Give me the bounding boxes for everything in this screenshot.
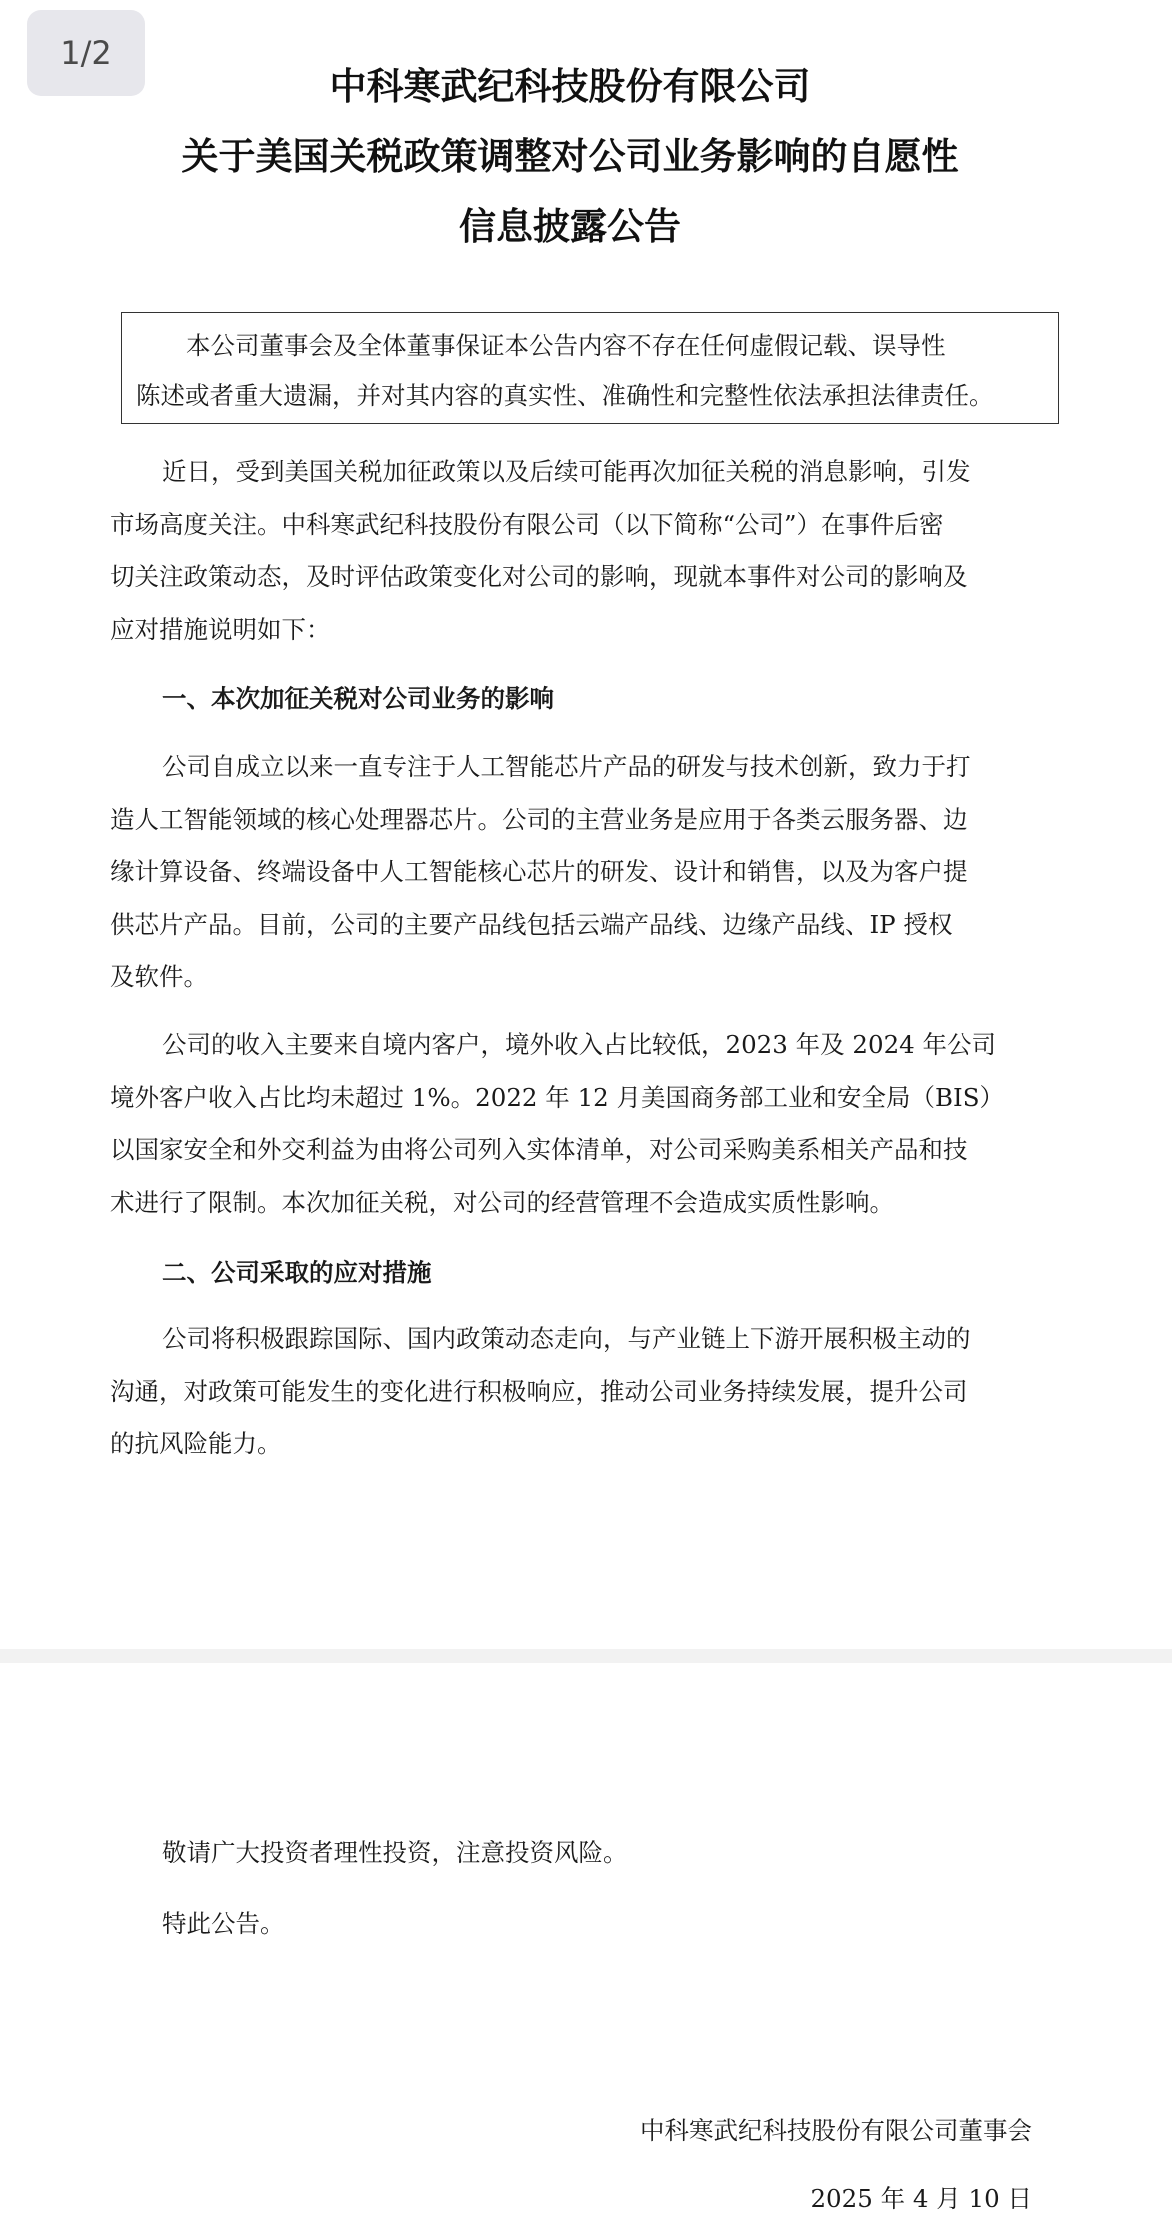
- paragraph-line: 应对措施说明如下：: [110, 614, 331, 644]
- paragraph-line: 公司自成立以来一直专注于人工智能芯片产品的研发与技术创新，致力于打: [162, 752, 971, 781]
- paragraph-line: 以国家安全和外交利益为由将公司列入实体清单，对公司采购美系相关产品和技: [110, 1135, 968, 1164]
- measures-paragraph: [110, 1313, 1040, 1471]
- announcement-closing: 特此公告。: [162, 1909, 285, 1938]
- investor-reminder: 敬请广大投资者理性投资，注意投资风险。: [162, 1838, 628, 1867]
- revenue-paragraph: [110, 1019, 1040, 1229]
- paragraph-line: 缘计算设备、终端设备中人工智能核心芯片的研发、设计和销售，以及为客户提: [110, 857, 968, 886]
- paragraph-line: 境外客户收入占比均未超过 1%。2022 年 12 月美国商务部工业和安全局（BIS）: [110, 1082, 1005, 1112]
- notice-line: 本公司董事会及全体董事保证本公告内容不存在任何虚假记载、误导性: [186, 331, 946, 360]
- paragraph-line: 及软件。: [110, 962, 208, 991]
- section-heading-impact: 一、本次加征关税对公司业务的影响: [162, 684, 554, 713]
- signature-organization: 中科寒武纪科技股份有限公司董事会: [640, 2116, 1032, 2145]
- paragraph-line: 市场高度关注。中科寒武纪科技股份有限公司（以下简称“公司”）在事件后密: [110, 509, 944, 539]
- title-line-subject: 关于美国关税政策调整对公司业务影响的自愿性: [181, 135, 959, 178]
- section-heading-measures: 二、公司采取的应对措施: [162, 1258, 432, 1287]
- paragraph-line: 公司的收入主要来自境内客户，境外收入占比较低，2023 年及 2024 年公司: [162, 1030, 997, 1059]
- document-title: [0, 52, 1140, 262]
- title-line-type: 信息披露公告: [459, 205, 681, 248]
- title-line-company: 中科寒武纪科技股份有限公司: [329, 65, 811, 108]
- paragraph-line: 公司将积极跟踪国际、国内政策动态走向，与产业链上下游开展积极主动的: [162, 1324, 971, 1353]
- paragraph-line: 的抗风险能力。: [110, 1429, 282, 1458]
- signature-date: 2025 年 4 月 10 日: [810, 2184, 1032, 2213]
- paragraph-line: 造人工智能领域的核心处理器芯片。公司的主营业务是应用于各类云服务器、边: [110, 804, 968, 834]
- notice-line: 陈述或者重大遗漏，并对其内容的真实性、准确性和完整性依法承担法律责任。: [136, 381, 994, 410]
- paragraph-line: 近日，受到美国关税加征政策以及后续可能再次加征关税的消息影响，引发: [162, 457, 971, 486]
- page-separator: [0, 1649, 1172, 1663]
- paragraph-line: 切关注政策动态，及时评估政策变化对公司的影响，现就本事件对公司的影响及: [110, 562, 968, 591]
- intro-paragraph: [110, 446, 1040, 656]
- paragraph-line: 术进行了限制。本次加征关税，对公司的经营管理不会造成实质性影响。: [110, 1187, 894, 1217]
- board-guarantee-notice: [121, 312, 1059, 424]
- business-paragraph: [110, 741, 1040, 1004]
- page-indicator[interactable]: 1/2: [27, 10, 145, 96]
- paragraph-line: 供芯片产品。目前，公司的主要产品线包括云端产品线、边缘产品线、IP 授权: [110, 909, 953, 939]
- paragraph-line: 沟通，对政策可能发生的变化进行积极响应，推动公司业务持续发展，提升公司: [110, 1376, 968, 1406]
